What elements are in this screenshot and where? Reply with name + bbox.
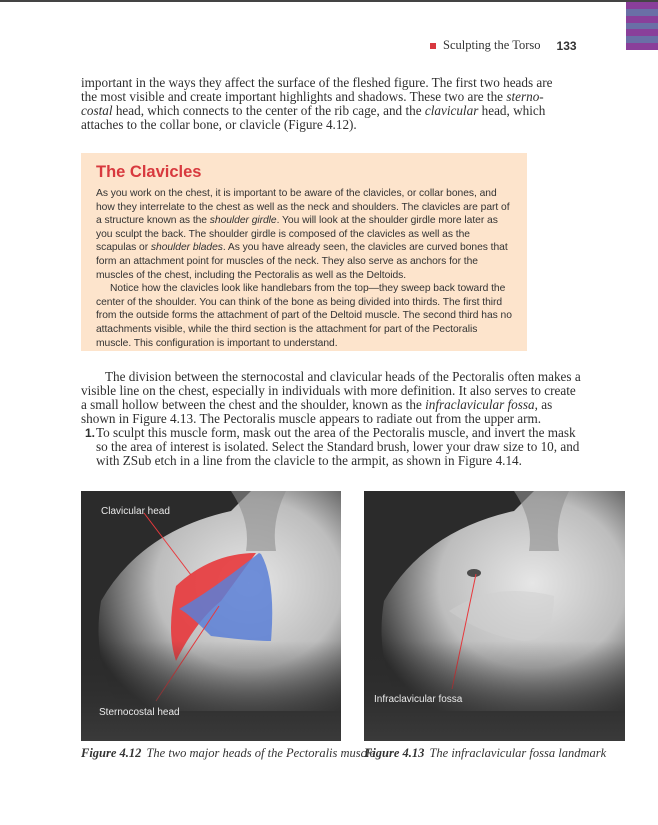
label-infraclavicular-fossa: Infraclavicular fossa <box>374 694 463 705</box>
callout-paragraph: As you work on the chest, it is important to be aware of the clavicles, or collar bones, and how they interrelate to the chest as well as the neck and shoulders. The clavicles are part of a structure known as the shoulder girdle. You will look at the shoulder girdle more later as you sculpt the back. The shoulder girdle is composed of the clavicles as well as the scapulas or shoulder blades. As you have already seen, the clavicles are curved bones that form an attachment point for muscles of the neck. They also serve as anchors for the muscles of the chest, including the Pectoralis as well as the Deltoids. <box>96 188 510 281</box>
step-number: 1. <box>85 426 96 440</box>
callout-paragraph: Notice how the clavicles look like handlebars from the top—they sweep back toward the center of the shoulder. You can think of the bone as being divided into thirds. The first third from the outside forms the attachment of part of the Deltoid muscle. The second third has no attachments visible, while the third section is the attachment for part of the Pectoralis muscle. This configuration is important to understand. <box>96 283 512 349</box>
torso-render-illustration <box>81 491 341 741</box>
chapter-title: Sculpting the Torso <box>443 38 541 52</box>
figure-infraclavicular-fossa <box>364 491 625 741</box>
intro-paragraph <box>81 76 581 132</box>
numbered-step <box>81 426 581 468</box>
callout-title: The Clavicles <box>96 163 202 181</box>
running-header <box>430 38 577 53</box>
figure-caption: Figure 4.12 The two major heads of the Pectoralis muscle <box>81 746 376 760</box>
intro-line: important in the ways they affect the surface of the fleshed figure. The first two heads are <box>81 75 553 90</box>
page-top-border <box>0 0 658 2</box>
figure-caption: Figure 4.13 The infraclavicular fossa landmark <box>364 746 607 760</box>
square-bullet-icon <box>430 43 436 49</box>
chapter-thumb-tab <box>626 2 658 50</box>
label-clavicular-head: Clavicular head <box>101 506 170 517</box>
step-text: To sculpt this muscle form, mask out the area of the Pectoralis muscle, and invert the mask so the area of interest is isolated. Select the Standard brush, lower your draw size to 10, and with ZSub etch in a line from the clavicle to the armpit, as shown in Figure 4.14. <box>96 425 580 469</box>
intro-line: the most visible and create important highlights and shadows. These two are the sterno- <box>81 89 544 105</box>
page-number: 133 <box>556 38 577 53</box>
sidebar-callout-box <box>81 153 527 351</box>
intro-line: costal head, which connects to the center of the rib cage, and the clavicular head, which <box>81 103 546 119</box>
figure-pectoralis-heads <box>81 491 341 741</box>
intro-line: attaches to the collar bone, or clavicle (Figure 4.12). <box>81 117 357 133</box>
main-paragraph: The division between the sternocostal and clavicular heads of the Pectoralis often makes a visible line on the chest, especially in individuals with more definition. It also serves to create a small hollow between the chest and the shoulder, known as the infraclavicular fossa, as shown in Figure 4.13. The Pectoralis muscle appears to radiate out from the upper arm. <box>81 369 581 427</box>
label-sternocostal-head: Sternocostal head <box>99 707 180 718</box>
